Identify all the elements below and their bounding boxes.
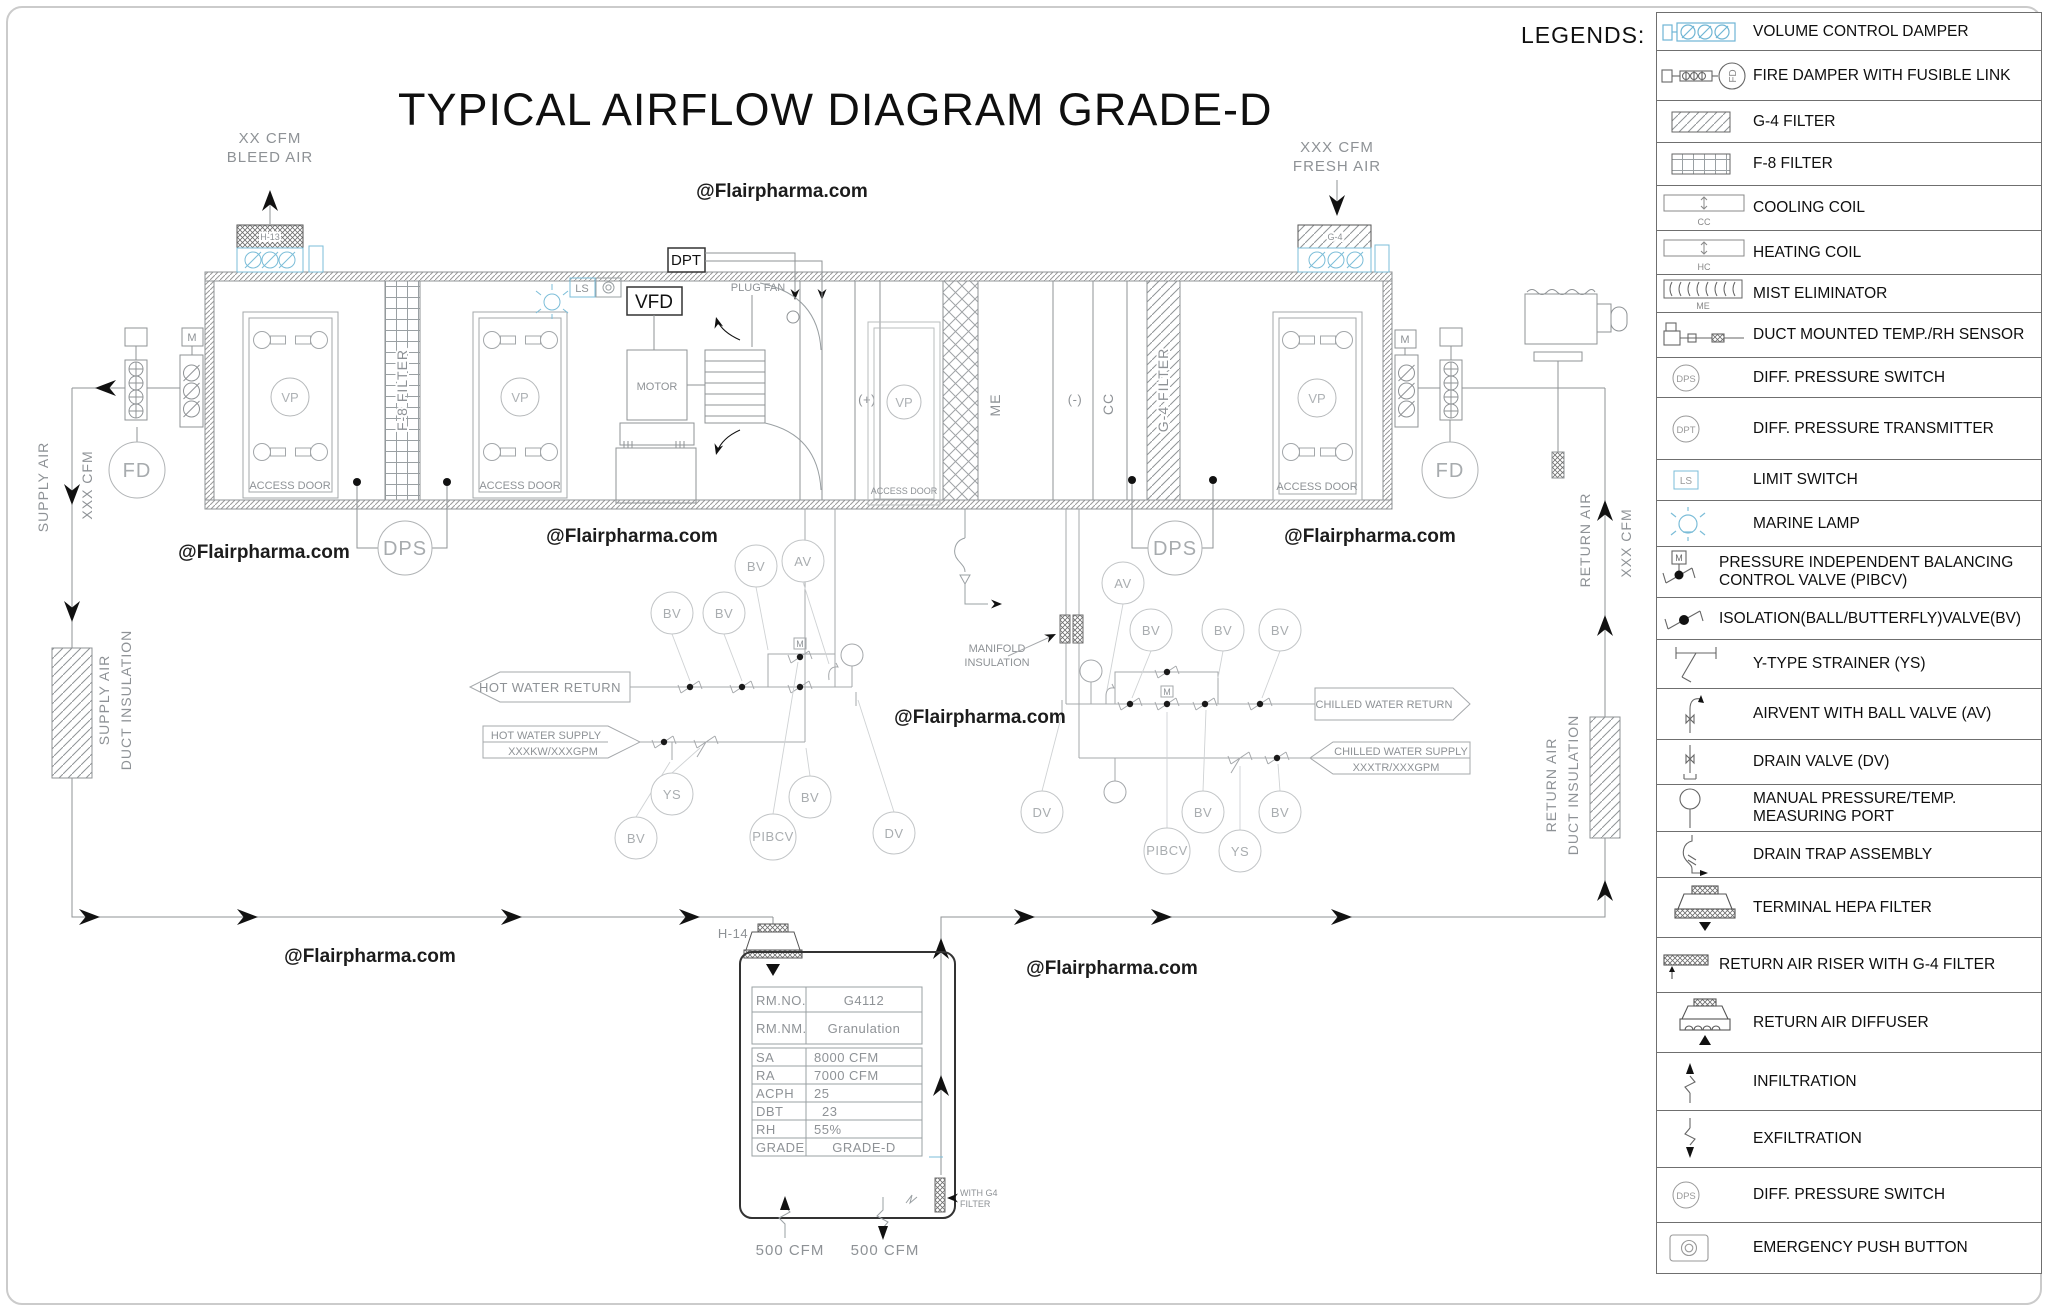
ahu-enclosure bbox=[205, 272, 1392, 509]
legend-row-infiltration bbox=[1657, 1053, 2041, 1111]
measuring-port-icon bbox=[1657, 786, 1753, 830]
watermark: @Flairpharma.com bbox=[284, 946, 456, 967]
room-row-key: ACPH bbox=[756, 1086, 795, 1101]
return-insulation-label-1: RETURN AIR bbox=[1543, 737, 1559, 833]
hc-icon-text: HC bbox=[1697, 261, 1711, 272]
tag-dv: DV bbox=[884, 826, 904, 841]
tag-bv: BV bbox=[746, 559, 766, 574]
legend-label: TERMINAL HEPA FILTER bbox=[1753, 898, 1932, 916]
fire-damper-icon bbox=[1657, 56, 1753, 96]
legend-row-drain-valve bbox=[1657, 740, 2041, 785]
legend-label: DUCT MOUNTED TEMP./RH SENSOR bbox=[1753, 326, 2025, 344]
marine-lamp-icon bbox=[536, 284, 568, 319]
pibcv-m-label: M bbox=[796, 639, 804, 649]
room-row-key: GRADE bbox=[756, 1140, 805, 1155]
return-air-riser-g4 bbox=[906, 1157, 998, 1212]
return-side bbox=[933, 290, 1634, 1176]
viewport-label: VP bbox=[281, 390, 299, 405]
page-title: TYPICAL AIRFLOW DIAGRAM GRADE-D bbox=[398, 84, 1273, 135]
dps-icon bbox=[1657, 1178, 1753, 1212]
f8-filter-label: F-8 FILTER bbox=[394, 348, 410, 432]
legend-row-emergency-push-button bbox=[1657, 1223, 2041, 1273]
terminal-hepa-grade: H-14 bbox=[717, 926, 749, 941]
access-door-4 bbox=[1273, 312, 1362, 500]
negative-pressure-label: (-) bbox=[1067, 392, 1083, 407]
legend-row-limit-switch bbox=[1657, 460, 2041, 501]
legend-row-pibcv bbox=[1657, 547, 2041, 598]
cc-icon-text: CC bbox=[1697, 217, 1711, 227]
manifold-insulation-label-1: MANIFOLD bbox=[968, 643, 1026, 655]
pibcv-m-label: M bbox=[1163, 687, 1171, 697]
room-row-value: 55% bbox=[814, 1122, 842, 1137]
room-row-value: GRADE-D bbox=[832, 1140, 896, 1155]
legend-label: MIST ELIMINATOR bbox=[1753, 284, 1888, 302]
hot-water-supply-label: HOT WATER SUPPLY bbox=[490, 730, 602, 742]
legend-row-f8-filter bbox=[1657, 143, 2041, 186]
tag-bv: BV bbox=[626, 831, 646, 846]
limit-switch-icon bbox=[1657, 464, 1753, 496]
fresh-air-cfm: XXX CFM bbox=[1300, 139, 1374, 156]
return-diffuser-icon bbox=[1657, 997, 1753, 1049]
limit-switch-label: LS bbox=[575, 283, 589, 295]
pibcv-icon bbox=[1657, 549, 1719, 595]
watermark: @Flairpharma.com bbox=[1026, 958, 1198, 979]
chilled-water-supply-capacity: XXXTR/XXXGPM bbox=[1352, 762, 1440, 774]
dpt-icon-text: DPT bbox=[1676, 424, 1696, 436]
legend-label: EMERGENCY PUSH BUTTON bbox=[1753, 1239, 1968, 1257]
heating-coil-icon bbox=[1657, 232, 1753, 274]
exfiltration-cfm: 500 CFM bbox=[850, 1242, 920, 1259]
vfd-label: VFD bbox=[635, 292, 673, 313]
access-door-label: ACCESS DOOR bbox=[249, 480, 331, 492]
ls-icon-text: LS bbox=[1679, 476, 1693, 487]
legend-label: MANUAL PRESSURE/TEMP. MEASURING PORT bbox=[1753, 790, 1957, 825]
watermark: @Flairpharma.com bbox=[1284, 526, 1456, 547]
viewport-label: VP bbox=[895, 395, 913, 410]
room-row-key: RM.NM. bbox=[756, 1021, 807, 1036]
bleed-air-cfm: XX CFM bbox=[238, 130, 302, 147]
return-riser-icon bbox=[1657, 943, 1719, 987]
access-door-label: ACCESS DOOR bbox=[870, 486, 938, 496]
legend-label: COOLING COIL bbox=[1753, 199, 1865, 217]
tag-pibcv: PIBCV bbox=[752, 829, 794, 844]
bleed-air-assembly bbox=[227, 130, 323, 272]
positive-pressure-label: (+) bbox=[858, 392, 876, 407]
tag-dv: DV bbox=[1032, 805, 1052, 820]
drain-trap-icon bbox=[1657, 833, 1753, 877]
dps-icon bbox=[1657, 361, 1753, 395]
room-row-value: 25 bbox=[814, 1086, 830, 1101]
tag-av: AV bbox=[1114, 576, 1132, 591]
room-row-key: RA bbox=[756, 1068, 776, 1083]
fire-damper-label: FD bbox=[1435, 460, 1465, 482]
tag-bv: BV bbox=[1213, 623, 1233, 638]
return-insulation-label-2: DUCT INSULATION bbox=[1565, 714, 1581, 856]
room-row-value: 23 bbox=[822, 1104, 838, 1119]
with-g4-filter-label-2: FILTER bbox=[960, 1199, 991, 1209]
legend-row-measuring-port bbox=[1657, 785, 2041, 832]
access-door-2 bbox=[473, 312, 567, 498]
watermarks bbox=[178, 181, 1456, 979]
legend-label: RETURN AIR DIFFUSER bbox=[1753, 1013, 1929, 1031]
room-row-key: RM.NO. bbox=[756, 993, 806, 1008]
supply-air-label: SUPPLY AIR bbox=[35, 441, 51, 533]
supply-insulation-label-2: DUCT INSULATION bbox=[118, 629, 134, 771]
marine-lamp-icon bbox=[1657, 504, 1753, 544]
legend-row-isolation-valve bbox=[1657, 598, 2041, 640]
legend-row-marine-lamp bbox=[1657, 501, 2041, 547]
supply-insulation-label-1: SUPPLY AIR bbox=[96, 654, 112, 746]
legend-row-return-diffuser bbox=[1657, 993, 2041, 1053]
legend-heading: LEGENDS: bbox=[1521, 22, 1646, 48]
dps-icon-text: DPS bbox=[1676, 373, 1696, 385]
return-air-cfm: XXX CFM bbox=[1618, 508, 1634, 578]
legend-label: Y-TYPE STRAINER (YS) bbox=[1753, 655, 1926, 673]
terminal-hepa-filter-icon bbox=[744, 924, 802, 976]
access-door-1 bbox=[243, 312, 338, 498]
viewport-label: VP bbox=[511, 390, 529, 405]
tag-av: AV bbox=[794, 554, 812, 569]
emergency-push-button-icon bbox=[1657, 1227, 1753, 1269]
legend-label: INFILTRATION bbox=[1753, 1072, 1857, 1090]
chilled-water-piping bbox=[964, 509, 1470, 803]
legend-row-dps-2 bbox=[1657, 1168, 2041, 1223]
isolation-valve-icon bbox=[1657, 601, 1719, 637]
f8-filter-icon bbox=[1657, 148, 1753, 180]
legend-row-return-riser bbox=[1657, 938, 2041, 993]
room-row-key: RH bbox=[756, 1122, 776, 1137]
legend-panel bbox=[1656, 12, 2042, 1274]
chilled-water-supply-label: CHILLED WATER SUPPLY bbox=[1334, 746, 1468, 758]
legend-label: DRAIN VALVE (DV) bbox=[1753, 753, 1890, 771]
fresh-air-assembly bbox=[1293, 139, 1389, 272]
cooling-coil-icon bbox=[1657, 187, 1753, 229]
return-air-label: RETURN AIR bbox=[1577, 492, 1593, 588]
exfiltration-icon bbox=[1657, 1114, 1753, 1164]
chilled-water-return-label: CHILLED WATER RETURN bbox=[1315, 699, 1453, 711]
supply-air-cfm: XXX CFM bbox=[79, 450, 95, 520]
legend-label: ISOLATION(BALL/BUTTERFLY)VALVE(BV) bbox=[1719, 609, 2022, 627]
duct-sensor-icon bbox=[1657, 317, 1753, 353]
legend-row-g4-filter bbox=[1657, 101, 2041, 143]
bleed-hepa-grade: H-13 bbox=[260, 232, 280, 242]
infiltration-cfm: 500 CFM bbox=[755, 1242, 825, 1259]
legend-row-exfiltration bbox=[1657, 1111, 2041, 1168]
tag-bv: BV bbox=[662, 606, 682, 621]
legend-label: FIRE DAMPER WITH FUSIBLE LINK bbox=[1753, 66, 2011, 84]
g4-filter-label: G-4 FILTER bbox=[1155, 347, 1171, 433]
vfd-box bbox=[627, 287, 682, 350]
room bbox=[718, 917, 998, 1259]
legend-row-airvent bbox=[1657, 689, 2041, 740]
legend-row-duct-sensor bbox=[1657, 313, 2041, 358]
legend-row-cooling-coil bbox=[1657, 186, 2041, 231]
pibcv-m-icon-text: M bbox=[1675, 553, 1683, 563]
room-row-value: 7000 CFM bbox=[814, 1068, 879, 1083]
legend-row-y-strainer bbox=[1657, 640, 2041, 689]
mist-eliminator-icon bbox=[1657, 276, 1753, 312]
hot-water-return-label: HOT WATER RETURN bbox=[478, 680, 622, 695]
legend-row-mist-eliminator bbox=[1657, 275, 2041, 313]
tag-ys: YS bbox=[662, 787, 682, 802]
mist-eliminator-band bbox=[943, 281, 978, 500]
g4-filter-section bbox=[1147, 281, 1180, 500]
legend-row-heating-coil bbox=[1657, 231, 2041, 275]
dpt-icon bbox=[1657, 412, 1753, 446]
volume-control-damper-icon bbox=[1657, 15, 1753, 49]
dps-icon-text: DPS bbox=[1676, 1191, 1696, 1202]
bleed-volume-damper-icon bbox=[237, 246, 323, 272]
dps-label: DPS bbox=[382, 538, 428, 560]
airvent-icon bbox=[1657, 691, 1753, 737]
room-row-key: SA bbox=[756, 1050, 775, 1065]
legend-label: G-4 FILTER bbox=[1753, 112, 1836, 130]
infiltration-icon bbox=[1657, 1057, 1753, 1107]
dps-label: DPS bbox=[1152, 538, 1198, 560]
watermark: @Flairpharma.com bbox=[178, 542, 350, 563]
room-row-value: Granulation bbox=[827, 1021, 901, 1036]
legend-label: VOLUME CONTROL DAMPER bbox=[1753, 22, 1969, 40]
drain-valve-icon bbox=[1657, 741, 1753, 783]
cooling-coil-label: CC bbox=[1100, 392, 1116, 416]
fresh-filter-grade: G-4 bbox=[1327, 232, 1343, 242]
motorized-damper-m-label: M bbox=[187, 332, 197, 344]
mist-eliminator-label: ME bbox=[987, 393, 1003, 417]
access-door-label: ACCESS DOOR bbox=[1276, 481, 1358, 493]
fire-damper-label: FD bbox=[122, 460, 152, 482]
watermark: @Flairpharma.com bbox=[696, 181, 868, 202]
with-g4-filter-label-1: WITH G4 bbox=[960, 1188, 998, 1198]
tag-bv: BV bbox=[1270, 805, 1290, 820]
drain-trap-assembly bbox=[955, 509, 1002, 609]
dpt-label: DPT bbox=[671, 252, 701, 269]
tag-bv: BV bbox=[800, 790, 820, 805]
hot-water-supply-capacity: XXXKW/XXXGPM bbox=[508, 746, 598, 758]
watermark: @Flairpharma.com bbox=[894, 707, 1066, 728]
tag-bv: BV bbox=[1270, 623, 1290, 638]
me-icon-text: ME bbox=[1696, 300, 1710, 311]
motor-label: MOTOR bbox=[636, 381, 678, 393]
access-door-label: ACCESS DOOR bbox=[479, 480, 561, 492]
access-door-3 bbox=[868, 322, 940, 505]
legend-row-drain-trap bbox=[1657, 832, 2041, 878]
room-row-key: DBT bbox=[756, 1104, 784, 1119]
mid-sections bbox=[855, 281, 1127, 505]
legend-label: DIFF. PRESSURE TRANSMITTER bbox=[1753, 419, 1994, 437]
legend-label: DRAIN TRAP ASSEMBLY bbox=[1753, 845, 1933, 863]
tag-bv: BV bbox=[1141, 623, 1161, 638]
legend-label: LIMIT SWITCH bbox=[1753, 471, 1858, 489]
legend-label: HEATING COIL bbox=[1753, 243, 1862, 261]
tag-bv: BV bbox=[1193, 805, 1213, 820]
watermark: @Flairpharma.com bbox=[546, 526, 718, 547]
tag-pibcv: PIBCV bbox=[1146, 843, 1188, 858]
y-strainer-icon bbox=[1657, 643, 1753, 685]
plug-fan-label: PLUG FAN bbox=[730, 282, 786, 294]
duct-temp-rh-sensor bbox=[1525, 290, 1627, 479]
legend-label: F-8 FILTER bbox=[1753, 155, 1833, 173]
motorized-damper-m-label: M bbox=[1400, 334, 1410, 346]
room-data-table bbox=[752, 987, 922, 1156]
legend-row-dps bbox=[1657, 358, 2041, 398]
tag-bv: BV bbox=[714, 606, 734, 621]
fresh-volume-damper-icon bbox=[1298, 245, 1389, 272]
fresh-air-label: FRESH AIR bbox=[1292, 158, 1382, 175]
legend-label: AIRVENT WITH BALL VALVE (AV) bbox=[1753, 705, 1992, 723]
legend-label: DIFF. PRESSURE SWITCH bbox=[1753, 368, 1946, 386]
tag-ys: YS bbox=[1230, 844, 1250, 859]
legend-row-dpt bbox=[1657, 398, 2041, 460]
legend-label: PRESSURE INDEPENDENT BALANCING CONTROL VALVE (PIBCV) bbox=[1719, 554, 2014, 589]
viewport-label: VP bbox=[1308, 391, 1326, 406]
legend-row-terminal-hepa bbox=[1657, 878, 2041, 938]
legend-label: DIFF. PRESSURE SWITCH bbox=[1753, 1186, 1946, 1204]
legend-label: MARINE LAMP bbox=[1753, 514, 1860, 532]
legend-label: EXFILTRATION bbox=[1753, 1130, 1862, 1148]
legend-row-fire-damper bbox=[1657, 51, 2041, 101]
room-row-value: 8000 CFM bbox=[814, 1050, 879, 1065]
fd-icon-text: FD bbox=[1728, 68, 1739, 83]
terminal-hepa-icon bbox=[1657, 883, 1753, 933]
bleed-air-label: BLEED AIR bbox=[226, 149, 314, 166]
manifold-insulation-label-2: INSULATION bbox=[964, 657, 1030, 669]
legend-row-volume-control-damper bbox=[1657, 13, 2041, 51]
legend-label: RETURN AIR RISER WITH G-4 FILTER bbox=[1719, 956, 1996, 974]
g4-filter-icon bbox=[1657, 106, 1753, 138]
f8-filter-section bbox=[385, 281, 420, 500]
room-row-value: G4112 bbox=[843, 993, 885, 1008]
